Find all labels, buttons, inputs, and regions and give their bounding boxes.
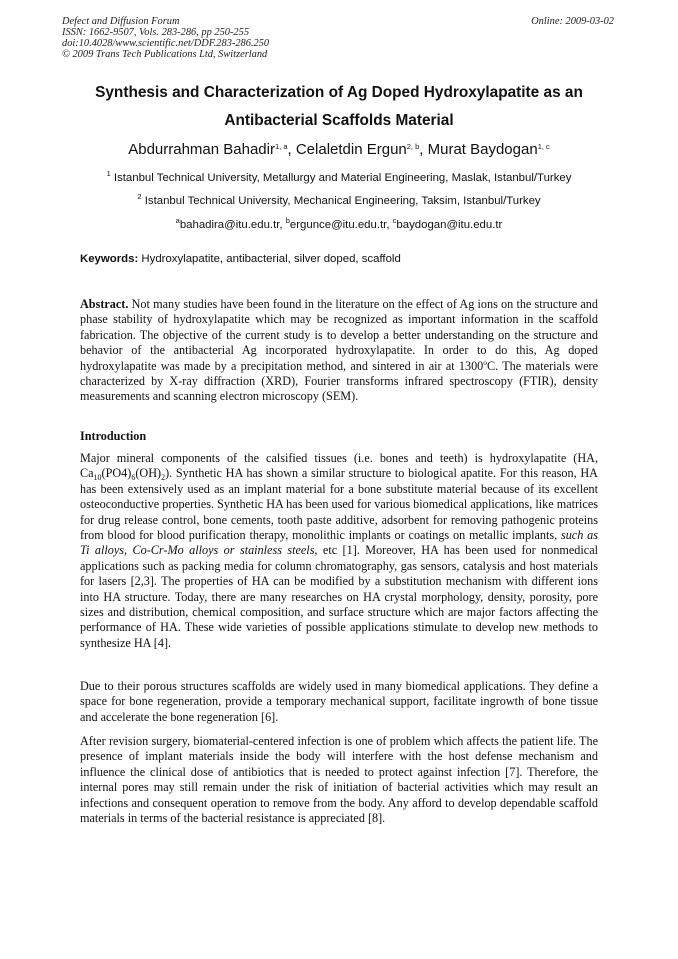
email-address: baydogan@itu.edu.tr <box>396 219 503 231</box>
subscript: 10 <box>93 473 102 483</box>
italic-text: such as Ti alloys, Co-Cr-Mo alloys or stainless steels, <box>80 528 598 558</box>
author-list <box>60 140 618 160</box>
title-line-2: Antibacterial Scaffolds Material <box>224 112 454 129</box>
affiliation-1 <box>60 171 618 185</box>
paragraph-text: After revision surgery, biomaterial-centered infection is one of problem which affects the patient life. The presence of implant materials inside the body will interfere with the host defense mechanism and influence the clinical dose of antibiotics that is needed to protect against infection [7]. Therefore, the internal pores may still remain under the risk of initiation of bacterial activities which may result an infections and consequent operation to remove from the body. Any afford to develop dependable scaffold materials in terms of the bacterial resistance is appreciated [8]. <box>80 734 598 826</box>
paragraph-text <box>80 451 598 651</box>
doi-line: doi:10.4028/www.scientific.net/DDF.283-286.250 <box>62 38 270 49</box>
text-run: ). Synthetic HA has shown a similar structure to biological apatite. For this reason, HA has been extensively used as an implant material for a bone substitute material because of its excellent osteoconductive properties. Synthetic HA has been used for various biomedical applications, like matrices for drug release control, bone cements, tooth paste additive, adsorbent for removing pathogenic proteins from blood for blood purification therapy, monolithic implants or coatings on metallic implants, <box>80 466 598 543</box>
affiliation-text: Istanbul Technical University, Metallurgy and Material Engineering, Maslak, Istanbul/Turkey <box>113 172 572 184</box>
title-line-1: Synthesis and Characterization of Ag Doped Hydroxylapatite as an <box>95 84 583 101</box>
author-separator: , <box>419 141 428 158</box>
introduction-heading: Introduction <box>80 429 147 443</box>
abstract-label: Abstract. <box>80 297 129 311</box>
author-superscript: 1, c <box>537 142 550 151</box>
paragraph-text: Due to their porous structures scaffolds are widely used in many biomedical applications. They define a space for bone regeneration, provide a temporary mechanical support, facilitate ingrowth of bone tissue and accelerate the bone regeneration [6]. <box>80 679 598 724</box>
intro-paragraph-1 <box>80 451 598 651</box>
intro-paragraph-2 <box>80 679 598 725</box>
affiliation-text: Istanbul Technical University, Mechanical Engineering, Taksim, Istanbul/Turkey <box>144 195 541 207</box>
affiliation-marker: 1 <box>106 169 111 178</box>
copyright-line: © 2009 Trans Tech Publications Ltd, Switzerland <box>62 49 268 60</box>
email-list <box>60 218 618 232</box>
email-address: ergunce@itu.edu.tr, <box>289 219 393 231</box>
subscript: 6 <box>131 473 136 483</box>
email-marker: b <box>285 216 290 225</box>
abstract-text: Not many studies have been found in the literature on the effect of Ag ions on the structure and phase stability of hydroxylapatite which may be recognized as important information in the scaffold fabrication. The objective of the current study is to develop a better understanding on the structure and behavior of the antibacterial Ag incorporated hydroxylapatite. In order to do this, Ag doped hydroxylapatite was made by a precipitation method, and sintered in air at 1300 <box>80 297 598 373</box>
keywords-text: Hydroxylapatite, antibacterial, silver doped, scaffold <box>138 253 401 265</box>
email-marker: a <box>175 216 180 225</box>
text-run: (OH) <box>135 466 162 481</box>
author-name: Celaletdin Ergun <box>295 141 407 158</box>
affiliation-2 <box>60 194 618 208</box>
intro-paragraph-3 <box>80 734 598 826</box>
email-address: bahadira@itu.edu.tr, <box>179 219 286 231</box>
text-run: (PO4) <box>101 466 132 481</box>
keywords <box>80 253 401 265</box>
abstract-paragraph <box>80 297 598 405</box>
keywords-label: Keywords: <box>80 253 139 265</box>
email-marker: c <box>392 216 397 225</box>
text-run: etc [1]. Moreover, HA has been used for nonmedical applications such as packing media for column chromatography, gas sensors, catalysis and host materials for lasers [2,3]. The properties of HA can be modified by a substitution mechanism with different ions into HA structure. Today, there are many researches on HA crystal morphology, density, porosity, pore sizes and distribution, chemical composition, and surface structure which are major factors affecting the performance of HA. These wide varieties of possible applications stimulate to develop new methods to synthesize HA [4]. <box>80 543 598 650</box>
subscript: 2 <box>161 473 166 483</box>
author-name: Murat Baydogan <box>427 141 538 158</box>
paper-title <box>60 79 618 135</box>
issn-line: ISSN: 1662-9507, Vols. 283-286, pp 250-255 <box>62 27 250 38</box>
degree-symbol: o <box>483 357 488 367</box>
journal-name: Defect and Diffusion Forum <box>62 16 180 27</box>
author-superscript: 2, b <box>406 142 420 151</box>
abstract <box>80 297 598 405</box>
abstract-text: C. The materials were characterized by X-ray diffraction (XRD), Fourier transforms infrared spectroscopy (FTIR), density measurements and scanning electron microscopy (SEM). <box>80 358 599 404</box>
text-run: Major mineral components of the calsified tissues (i.e. bones and teeth) is hydroxylapatite (HA, Ca <box>80 451 598 481</box>
author-separator: , <box>287 141 296 158</box>
affiliation-marker: 2 <box>137 192 142 201</box>
online-date: Online: 2009-03-02 <box>531 16 614 27</box>
author-name: Abdurrahman Bahadir <box>128 141 275 158</box>
author-superscript: 1, a <box>274 142 288 151</box>
journal-header <box>62 16 269 60</box>
